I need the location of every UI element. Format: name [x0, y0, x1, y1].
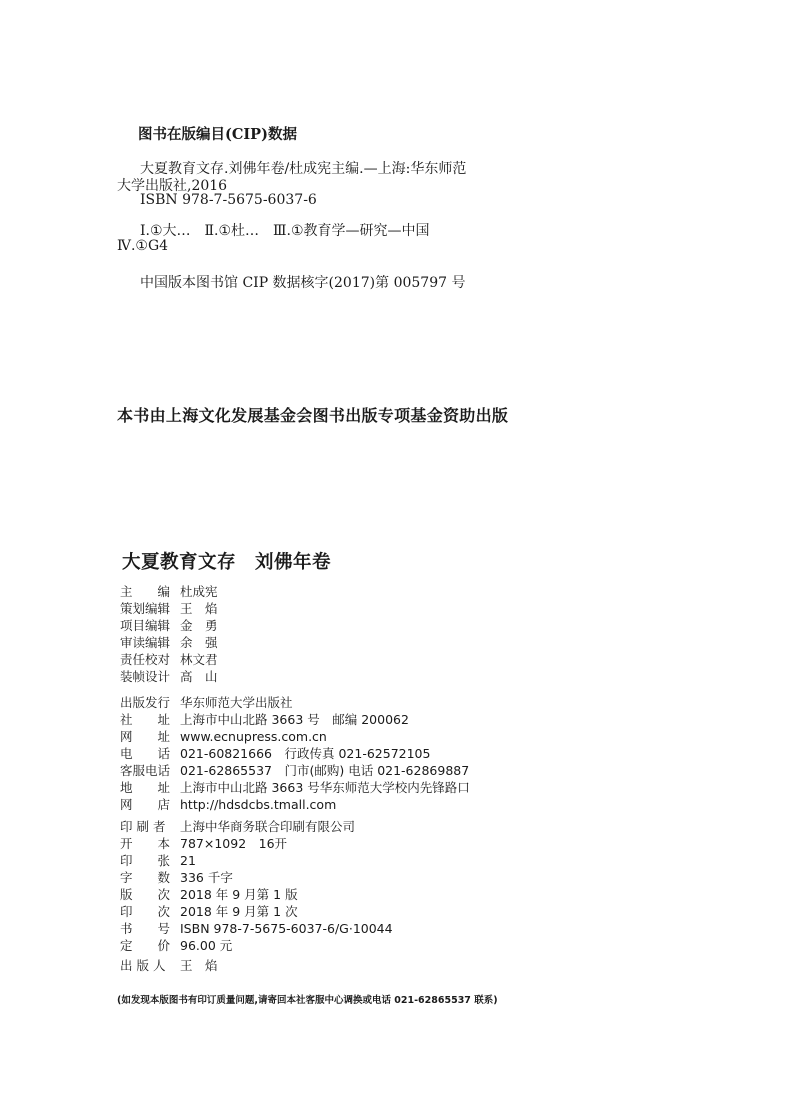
- cip-line-3: ISBN 978-7-5675-6037-6: [140, 192, 317, 208]
- print-label: 印 刷 者: [120, 819, 166, 834]
- publisher-row: [120, 779, 470, 796]
- print-value: 336 千字: [180, 870, 233, 885]
- publisher-store-url: http://hdsdcbs.tmall.com: [180, 797, 337, 812]
- staff-row: [120, 651, 218, 668]
- publisher-info: [120, 694, 470, 813]
- publisher-person-label: 出 版 人: [120, 958, 166, 973]
- print-value: 2018 年 9 月第 1 版: [180, 887, 298, 902]
- print-row: [120, 835, 393, 852]
- funding-notice: 本书由上海文化发展基金会图书出版专项基金资助出版: [117, 406, 509, 425]
- staff-value: 王 焰: [180, 601, 218, 616]
- publisher-label: 地 址: [120, 780, 171, 795]
- publisher-person: [120, 957, 218, 974]
- staff-value: 林文君: [180, 652, 218, 667]
- publisher-label: 出版发行: [120, 695, 171, 710]
- staff-value: 余 强: [180, 635, 218, 650]
- quality-footnote: (如发现本版图书有印订质量问题,请寄回本社客服中心调换或电话 021-62865537 联系): [117, 995, 498, 1006]
- publisher-person-row: [120, 957, 218, 974]
- staff-label: 项目编辑: [120, 618, 171, 633]
- print-value: ISBN 978-7-5675-6037-6/G·10044: [180, 921, 393, 936]
- staff-label: 装帧设计: [120, 669, 171, 684]
- staff-value: 杜成宪: [180, 584, 218, 599]
- print-row: [120, 869, 393, 886]
- print-label: 开 本: [120, 836, 171, 851]
- publisher-person-value: 王 焰: [180, 958, 218, 973]
- print-row: [120, 886, 393, 903]
- print-row: [120, 937, 393, 954]
- cip-heading: 图书在版编目(CIP)数据: [138, 126, 297, 143]
- publisher-row: [120, 796, 470, 813]
- publisher-label: 社 址: [120, 712, 171, 727]
- publisher-value: 上海市中山北路 3663 号 邮编 200062: [180, 712, 409, 727]
- print-value: 96.00 元: [180, 938, 233, 953]
- staff-row: [120, 583, 218, 600]
- cip-line-5: Ⅳ.①G4: [117, 238, 169, 254]
- publisher-value: 华东师范大学出版社: [180, 695, 293, 710]
- print-label: 定 价: [120, 938, 171, 953]
- publisher-row: [120, 745, 470, 762]
- staff-value: 高 山: [180, 669, 218, 684]
- publisher-label: 电 话: [120, 746, 171, 761]
- staff-row: [120, 668, 218, 685]
- print-label: 书 号: [120, 921, 171, 936]
- publisher-row: [120, 711, 470, 728]
- staff-row: [120, 634, 218, 651]
- print-label: 印 次: [120, 904, 171, 919]
- staff-row: [120, 600, 218, 617]
- cip-line-2: 大学出版社,2016: [117, 178, 228, 194]
- staff-value: 金 勇: [180, 618, 218, 633]
- publisher-label: 网 店: [120, 797, 171, 812]
- publisher-row: [120, 694, 470, 711]
- publisher-website: www.ecnupress.com.cn: [180, 729, 327, 744]
- print-info: [120, 818, 393, 954]
- staff-row: [120, 617, 218, 634]
- print-value: 787×1092 16开: [180, 836, 288, 851]
- print-label: 字 数: [120, 870, 171, 885]
- print-value: 2018 年 9 月第 1 次: [180, 904, 298, 919]
- print-row: [120, 920, 393, 937]
- print-value: 上海中华商务联合印刷有限公司: [180, 819, 356, 834]
- cip-line-4: Ⅰ.①大… Ⅱ.①杜… Ⅲ.①教育学—研究—中国: [140, 223, 430, 239]
- print-label: 印 张: [120, 853, 171, 868]
- staff-label: 责任校对: [120, 652, 171, 667]
- cip-line-6: 中国版本图书馆 CIP 数据核字(2017)第 005797 号: [140, 275, 466, 291]
- staff-label: 主 编: [120, 584, 171, 599]
- publisher-row: [120, 762, 470, 779]
- publisher-value: 021-62865537 门市(邮购) 电话 021-62869887: [180, 763, 470, 778]
- staff-label: 策划编辑: [120, 601, 171, 616]
- book-title: 大夏教育文存 刘佛年卷: [122, 552, 332, 573]
- print-row: [120, 818, 393, 835]
- cip-line-1: 大夏教育文存.刘佛年卷/杜成宪主编.—上海:华东师范: [140, 161, 467, 177]
- publisher-label: 网 址: [120, 729, 171, 744]
- publisher-label: 客服电话: [120, 763, 171, 778]
- publisher-row: [120, 728, 470, 745]
- print-label: 版 次: [120, 887, 171, 902]
- print-row: [120, 903, 393, 920]
- staff-list: [120, 583, 218, 685]
- publisher-value: 上海市中山北路 3663 号华东师范大学校内先锋路口: [180, 780, 470, 795]
- publisher-value: 021-60821666 行政传真 021-62572105: [180, 746, 431, 761]
- print-row: [120, 852, 393, 869]
- staff-label: 审读编辑: [120, 635, 171, 650]
- print-value: 21: [180, 853, 196, 868]
